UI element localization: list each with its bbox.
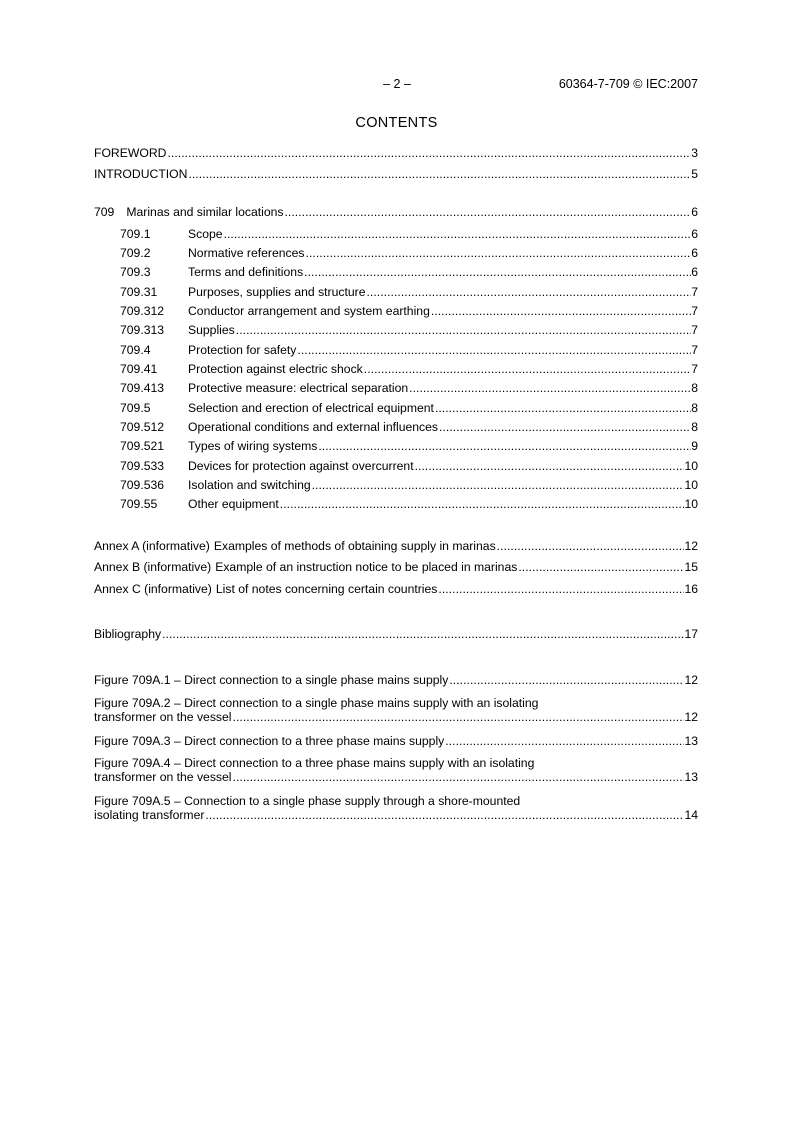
toc-entry-label: Scope (188, 227, 223, 241)
dot-leader (306, 245, 692, 261)
toc-page-number: 12 (684, 710, 698, 724)
toc-entry-label: Conductor arrangement and system earthing (188, 304, 430, 318)
toc-page-number: 10 (684, 497, 698, 511)
toc-entry-label: Operational conditions and external influences (188, 420, 439, 434)
annex-prefix: Annex A (informative) (94, 539, 210, 553)
toc-page-number: 10 (684, 478, 698, 492)
toc-entry-subsection[interactable] (120, 245, 698, 261)
dot-leader (162, 626, 684, 642)
toc-page-number: 6 (691, 265, 698, 279)
toc-entry-label: Protection against electric shock (188, 362, 363, 376)
toc-page-number: 6 (691, 246, 698, 260)
toc-section-number: 709 (94, 205, 115, 219)
toc-entry-subsection[interactable] (120, 226, 698, 242)
toc-entry-label: Marinas and similar locations (126, 205, 284, 219)
toc-entry-subsection[interactable] (120, 458, 698, 474)
toc-page-number: 6 (691, 205, 698, 219)
toc-entry-label: List of notes concerning certain countries (215, 582, 438, 596)
dot-leader (233, 770, 685, 784)
toc-entry-label: Devices for protection against overcurrent (188, 459, 414, 473)
toc-entry-label: Figure 709A.2 – Direct connection to a single phase mains supply with an isolating (94, 696, 539, 710)
toc-page-number: 8 (691, 420, 698, 434)
toc-entry-section-709[interactable] (94, 204, 698, 220)
toc-page-number: 14 (684, 808, 698, 822)
document-identifier: 60364-7-709 © IEC:2007 (558, 77, 698, 91)
toc-page-number: 13 (684, 734, 698, 748)
toc-entry-label: Normative references (188, 246, 305, 260)
toc-section-number: 709.521 (120, 439, 165, 453)
toc-entry-label: Example of an instruction notice to be placed in marinas (215, 560, 518, 574)
toc-entry-annex-b[interactable] (94, 559, 698, 575)
dot-leader (167, 145, 691, 161)
dot-leader (312, 477, 685, 493)
toc-entry-figure[interactable] (94, 733, 698, 749)
dot-leader (445, 733, 684, 749)
dot-leader (205, 808, 684, 822)
toc-entry-label: Figure 709A.5 – Connection to a single phase supply through a shore-mounted (94, 794, 521, 808)
toc-page-number: 8 (691, 381, 698, 395)
dot-leader (435, 400, 691, 416)
toc-entry-label: Purposes, supplies and structure (188, 285, 366, 299)
toc-section-number: 709.512 (120, 420, 165, 434)
toc-page-number: 16 (684, 582, 698, 596)
dot-leader (415, 458, 685, 474)
toc-entry-label: Types of wiring systems (188, 439, 318, 453)
toc-page-number: 7 (691, 285, 698, 299)
toc-page-number: 7 (691, 343, 698, 357)
toc-entry-figure[interactable] (94, 756, 698, 784)
toc-entry-subsection[interactable] (120, 380, 698, 396)
toc-page-number: 9 (691, 439, 698, 453)
toc-section-number: 709.313 (120, 323, 165, 337)
toc-entry-subsection[interactable] (120, 264, 698, 280)
toc-section-number: 709.2 (120, 246, 151, 260)
toc-section-number: 709.533 (120, 459, 165, 473)
toc-entry-label-continued: transformer on the vessel (94, 710, 232, 724)
toc-page-number: 7 (691, 304, 698, 318)
toc-entry-subsection[interactable] (120, 342, 698, 358)
toc-section-number: 709.3 (120, 265, 151, 279)
toc-entry-label: Other equipment (188, 497, 279, 511)
toc-entry-label: Terms and definitions (188, 265, 304, 279)
toc-page-number: 7 (691, 362, 698, 376)
dot-leader (364, 361, 691, 377)
toc-entry-annex-c[interactable] (94, 581, 698, 597)
toc-entry-bibliography[interactable] (94, 626, 698, 642)
toc-entry-label: Protection for safety (188, 343, 297, 357)
dot-leader (318, 438, 691, 454)
toc-page-number: 7 (691, 323, 698, 337)
toc-section-number: 709.4 (120, 343, 151, 357)
toc-entry-subsection[interactable] (120, 284, 698, 300)
toc-section-number: 709.312 (120, 304, 165, 318)
toc-entry-label: Isolation and switching (188, 478, 311, 492)
dot-leader (449, 672, 684, 688)
dot-leader (188, 166, 691, 182)
toc-entry-label-continued: transformer on the vessel (94, 770, 232, 784)
toc-entry-label: Supplies (188, 323, 235, 337)
dot-leader (518, 559, 684, 575)
dot-leader (438, 581, 684, 597)
toc-entry-figure[interactable] (94, 696, 698, 724)
toc-section-number: 709.413 (120, 381, 165, 395)
toc-entry-label: Figure 709A.1 – Direct connection to a single phase mains supply (94, 673, 449, 687)
toc-entry-figure[interactable] (94, 672, 698, 688)
toc-page-number: 17 (684, 627, 698, 641)
dot-leader (431, 303, 691, 319)
toc-entry-introduction[interactable] (94, 166, 698, 182)
toc-section-number: 709.41 (120, 362, 158, 376)
contents-title: CONTENTS (355, 115, 438, 131)
toc-page-number: 6 (691, 227, 698, 241)
toc-entry-subsection[interactable] (120, 303, 698, 319)
toc-entry-label: INTRODUCTION (94, 167, 188, 181)
dot-leader (439, 419, 691, 435)
toc-entry-subsection[interactable] (120, 438, 698, 454)
toc-entry-label: FOREWORD (94, 146, 167, 160)
dot-leader (367, 284, 692, 300)
dot-leader (297, 342, 691, 358)
toc-page-number: 12 (684, 673, 698, 687)
toc-entry-annex-a[interactable] (94, 538, 698, 554)
toc-entry-subsection[interactable] (120, 400, 698, 416)
dot-leader (497, 538, 685, 554)
toc-entry-subsection[interactable] (120, 496, 698, 512)
dot-leader (233, 710, 685, 724)
toc-section-number: 709.536 (120, 478, 165, 492)
toc-entry-foreword[interactable] (94, 145, 698, 161)
toc-entry-label: Protective measure: electrical separation (188, 381, 409, 395)
toc-page-number: 12 (684, 539, 698, 553)
toc-entry-label: Figure 709A.4 – Direct connection to a three phase mains supply with an isolating (94, 756, 535, 770)
toc-entry-label-continued: isolating transformer (94, 808, 205, 822)
toc-entry-label: Selection and erection of electrical equipment (188, 401, 434, 415)
toc-entry-figure[interactable] (94, 794, 698, 822)
toc-entry-label: Bibliography (94, 627, 162, 641)
toc-entry-subsection[interactable] (120, 419, 698, 435)
toc-section-number: 709.5 (120, 401, 151, 415)
toc-entry-subsection[interactable] (120, 322, 698, 338)
toc-entry-label: Figure 709A.3 – Direct connection to a three phase mains supply (94, 734, 445, 748)
toc-entry-subsection[interactable] (120, 477, 698, 493)
toc-section-number: 709.1 (120, 227, 151, 241)
toc-entry-label: Examples of methods of obtaining supply in marinas (213, 539, 496, 553)
dot-leader (236, 322, 691, 338)
dot-leader (304, 264, 691, 280)
toc-page-number: 8 (691, 401, 698, 415)
dot-leader (280, 496, 685, 512)
annex-prefix: Annex B (informative) (94, 560, 212, 574)
dot-leader (224, 226, 692, 242)
toc-page-number: 13 (684, 770, 698, 784)
toc-page-number: 15 (684, 560, 698, 574)
toc-section-number: 709.55 (120, 497, 158, 511)
annex-prefix: Annex C (informative) (94, 582, 212, 596)
page-number: – 2 – (383, 77, 411, 91)
dot-leader (409, 380, 691, 396)
toc-page-number: 10 (684, 459, 698, 473)
toc-page-number: 3 (691, 146, 698, 160)
dot-leader (285, 204, 692, 220)
toc-page-number: 5 (691, 167, 698, 181)
toc-section-number: 709.31 (120, 285, 158, 299)
toc-entry-subsection[interactable] (120, 361, 698, 377)
